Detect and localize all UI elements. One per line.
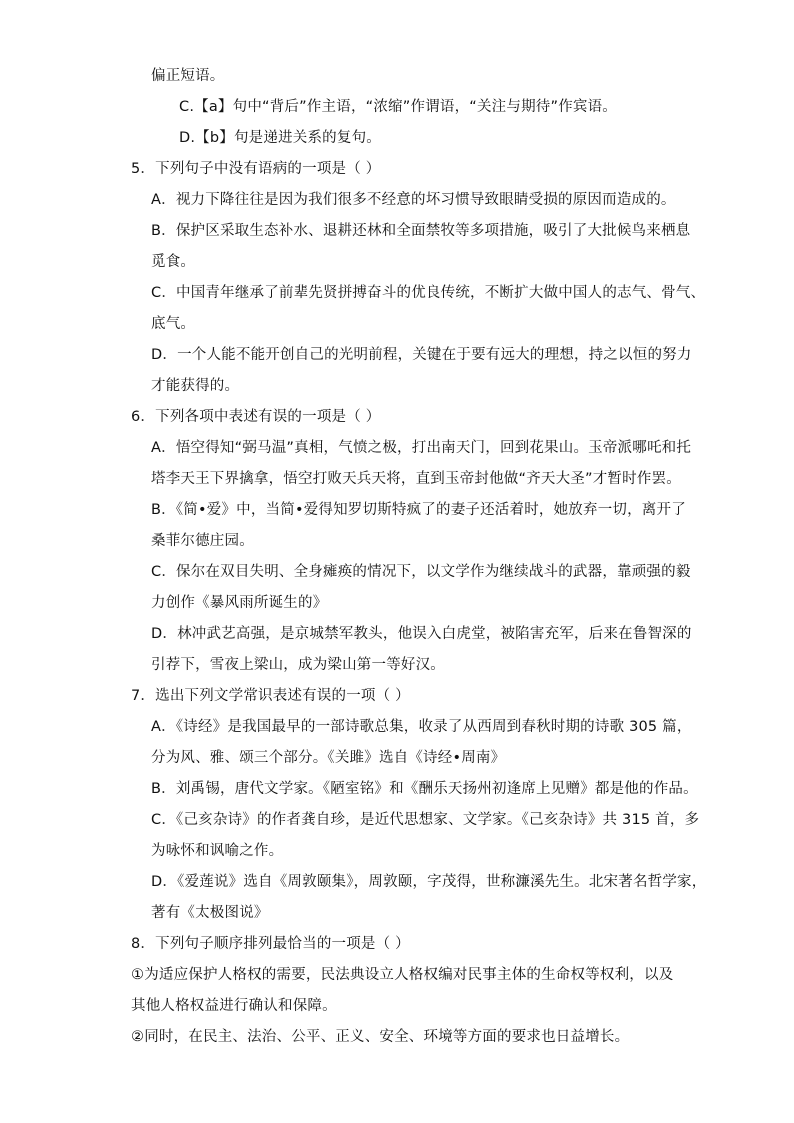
q6-option-d: D．林冲武艺高强，是京城禁军教头，他误入白虎堂，被陷害充军，后来在鲁智深的 (151, 626, 692, 642)
q6-option-a-cont: 塔李天王下界擒拿，悟空打败天兵天将，直到玉帝封他做“齐天大圣”才暂时作罢。 (151, 471, 681, 487)
option-c-analysis: C.【a】句中“背后”作主语，“浓缩”作谓语，“关注与期待”作宾语。 (179, 99, 617, 115)
question-5-stem: 5．下列句子中没有语病的一项是（ ） (131, 161, 381, 177)
q8-sentence-2: ②同时，在民主、法治、公平、正义、安全、环境等方面的要求也日益增长。 (131, 1029, 630, 1045)
q7-option-a: A．《诗经》是我国最早的一部诗歌总集，收录了从西周到春秋时期的诗歌 305 篇， (151, 719, 692, 735)
q7-option-b: B．刘禹锡，唐代文学家。《陋室铭》和《酬乐天扬州初逢席上见赠》都是他的作品。 (151, 781, 698, 797)
q5-option-b: B．保护区采取生态补水、退耕还林和全面禁牧等多项措施，吸引了大批候鸟来栖息 (151, 223, 691, 239)
q6-option-b-cont: 桑菲尔德庄园。 (151, 533, 254, 549)
q8-sentence-1: ①为适应保护人格权的需要，民法典设立人格权编对民事主体的生命权等权利，以及 (131, 967, 674, 983)
option-d-analysis: D.【b】句是递进关系的复句。 (179, 130, 381, 146)
q7-option-c: C．《己亥杂诗》的作者龚自珍，是近代思想家、文学家。《己亥杂诗》共 315 首，多 (151, 812, 700, 828)
text-line: 偏正短语。 (151, 68, 225, 84)
q7-option-c-cont: 为咏怀和讽喻之作。 (151, 843, 284, 859)
question-6-stem: 6．下列各项中表述有误的一项是（ ） (131, 409, 381, 425)
q7-option-a-cont: 分为风、雅、颂三个部分。《关雎》选自《诗经•周南》 (151, 750, 506, 766)
q5-option-c-cont: 底气。 (151, 316, 196, 332)
q5-option-b-cont: 觅食。 (151, 254, 196, 270)
q6-option-d-cont: 引荐下，雪夜上梁山，成为梁山第一等好汉。 (151, 657, 445, 673)
question-8-stem: 8．下列句子顺序排列最恰当的一项是（ ） (131, 936, 410, 952)
q7-option-d-cont: 著有《太极图说》 (151, 905, 269, 921)
question-7-stem: 7．选出下列文学常识表述有误的一项（ ） (131, 688, 410, 704)
q5-option-d-cont: 才能获得的。 (151, 378, 240, 394)
q8-sentence-1-cont: 其他人格权益进行确认和保障。 (131, 998, 337, 1014)
q6-option-c-cont: 力创作《暴风雨所诞生的》 (151, 595, 328, 611)
q6-option-a: A．悟空得知“弼马温”真相，气愤之极，打出南天门，回到花果山。玉帝派哪吒和托 (151, 440, 692, 456)
q5-option-c: C．中国青年继承了前辈先贤拼搏奋斗的优良传统，不断扩大做中国人的志气、骨气、 (151, 285, 706, 301)
q7-option-d: D．《爱莲说》选自《周敦颐集》，周敦颐，字茂得，世称濂溪先生。北宋著名哲学家， (151, 874, 707, 890)
q6-option-b: B．《简•爱》中，当简•爱得知罗切斯特疯了的妻子还活着时，她放弃一切，离开了 (151, 502, 686, 518)
q5-option-a: A．视力下降往往是因为我们很多不经意的坏习惯导致眼睛受损的原因而造成的。 (151, 192, 676, 208)
q5-option-d: D．一个人能不能开创自己的光明前程，关键在于要有远大的理想，持之以恒的努力 (151, 347, 692, 363)
q6-option-c: C．保尔在双目失明、全身瘫痪的情况下，以文学作为继续战斗的武器，靠顽强的毅 (151, 564, 691, 580)
